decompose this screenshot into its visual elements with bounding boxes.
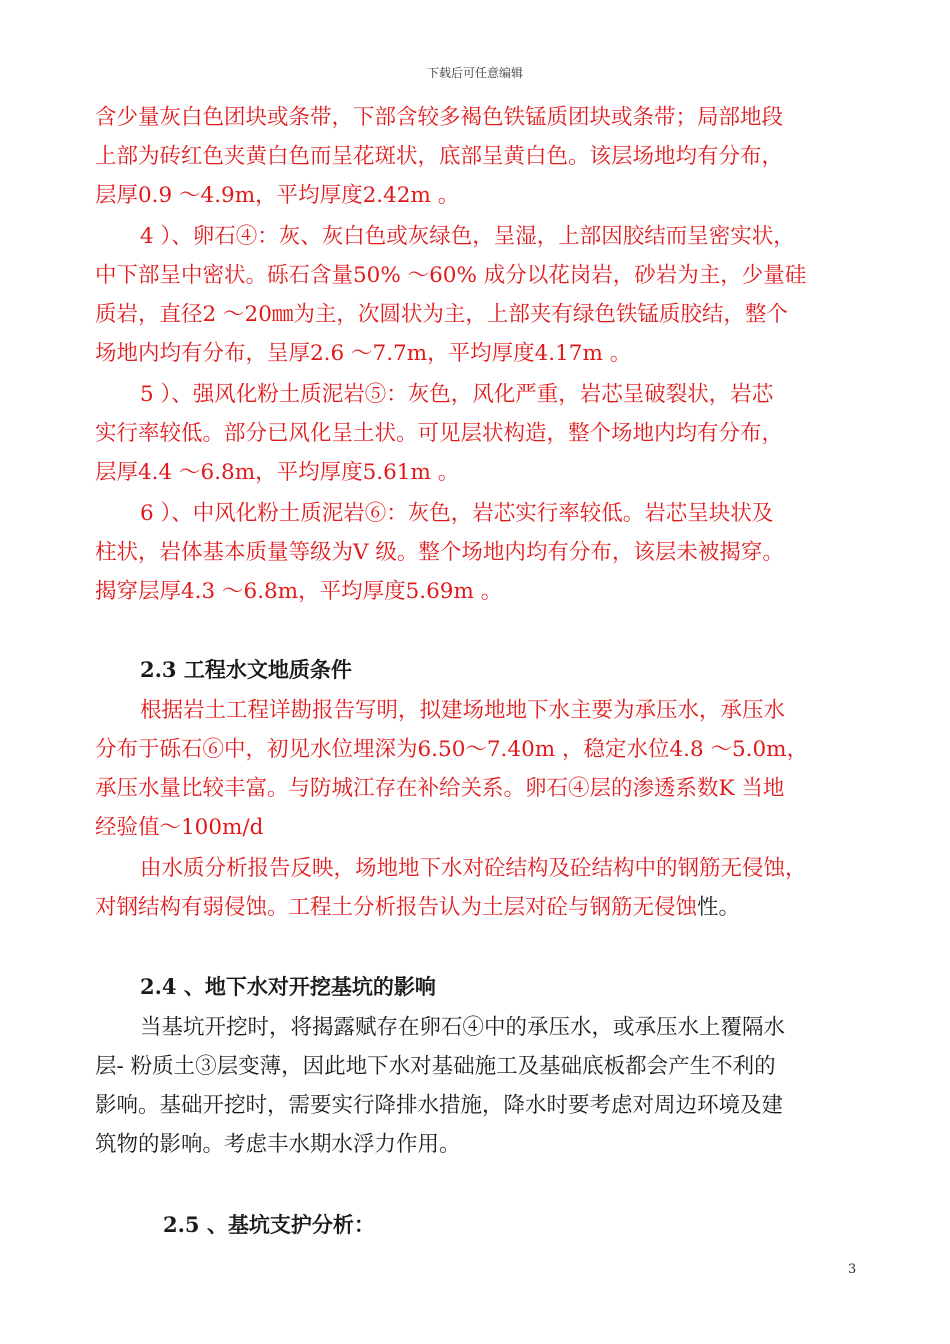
section-heading-2-5: 2.5 、基坑支护分析：	[163, 1212, 375, 1237]
section-heading-2-3: 2.3 工程水文地质条件	[140, 657, 352, 682]
text-line	[95, 894, 740, 922]
text-line: 影响。基础开挖时，需要实行降排水措施，降水时要考虑对周边环境及建	[95, 1093, 784, 1118]
section-heading-2-4: 2.4 、地下水对开挖基坑的影响	[140, 974, 436, 999]
text-red: 对钢结构有弱侵蚀。工程土分析报告认为土层对砼与钢筋无侵蚀	[95, 895, 698, 920]
text-line: 分布于砾石⑥中，初见水位埋深为6.50～7.40m ，稳定水位4.8 ～5.0m，	[95, 737, 809, 762]
text-line: 承压水量比较丰富。与防城江存在补给关系。卵石④层的渗透系数K 当地	[95, 776, 785, 801]
text-line: 经验值～100m/d	[95, 815, 264, 840]
text-line: 层厚0.9 ～4.9m，平均厚度2.42m 。	[95, 183, 460, 208]
text-line: 中下部呈中密状。砾石含量50% ～60% 成分以花岗岩，砂岩为主，少量硅	[95, 263, 807, 288]
text-line: 实行率较低。部分已风化呈土状。可见层状构造，整个场地内均有分布，	[95, 421, 784, 446]
text-line: 当基坑开挖时，将揭露赋存在卵石④中的承压水，或承压水上覆隔水	[140, 1015, 786, 1040]
text-line: 6 ）、中风化粉土质泥岩⑥：灰色，岩芯实行率较低。岩芯呈块状及	[140, 501, 774, 526]
text-line: 5 ）、强风化粉土质泥岩⑤：灰色，风化严重，岩芯呈破裂状，岩芯	[140, 382, 774, 407]
text-black: 性。	[697, 895, 741, 920]
text-line: 层- 粉质土③层变薄，因此地下水对基础施工及基础底板都会产生不利的	[95, 1054, 776, 1079]
text-line: 层厚4.4 ～6.8m，平均厚度5.61m 。	[95, 460, 460, 485]
page-number: 3	[848, 1262, 857, 1277]
text-line: 含少量灰白色团块或条带，下部含较多褐色铁锰质团块或条带；局部地段	[95, 105, 784, 130]
text-line: 4 ）、卵石④：灰、灰白色或灰绿色，呈湿，上部因胶结而呈密实状，	[140, 224, 795, 249]
text-line: 质岩，直径2 ～20㎜为主，次圆状为主，上部夹有绿色铁锰质胶结，整个	[95, 302, 788, 327]
text-line: 场地内均有分布，呈厚2.6 ～7.7m，平均厚度4.17m 。	[95, 341, 632, 366]
text-line: 揭穿层厚4.3 ～6.8m，平均厚度5.69m 。	[95, 579, 503, 604]
text-line: 上部为砖红色夹黄白色而呈花斑状，底部呈黄白色。该层场地均有分布，	[95, 144, 784, 169]
text-line: 筑物的影响。考虑丰水期水浮力作用。	[95, 1132, 461, 1157]
text-line: 柱状，岩体基本质量等级为V 级。整个场地内均有分布，该层未被揭穿。	[95, 540, 784, 565]
text-line: 由水质分析报告反映，场地地下水对砼结构及砼结构中的钢筋无侵蚀，	[140, 856, 807, 881]
page-header: 下载后可任意编辑	[426, 66, 523, 80]
text-line: 根据岩土工程详勘报告写明，拟建场地地下水主要为承压水，承压水	[140, 698, 786, 723]
